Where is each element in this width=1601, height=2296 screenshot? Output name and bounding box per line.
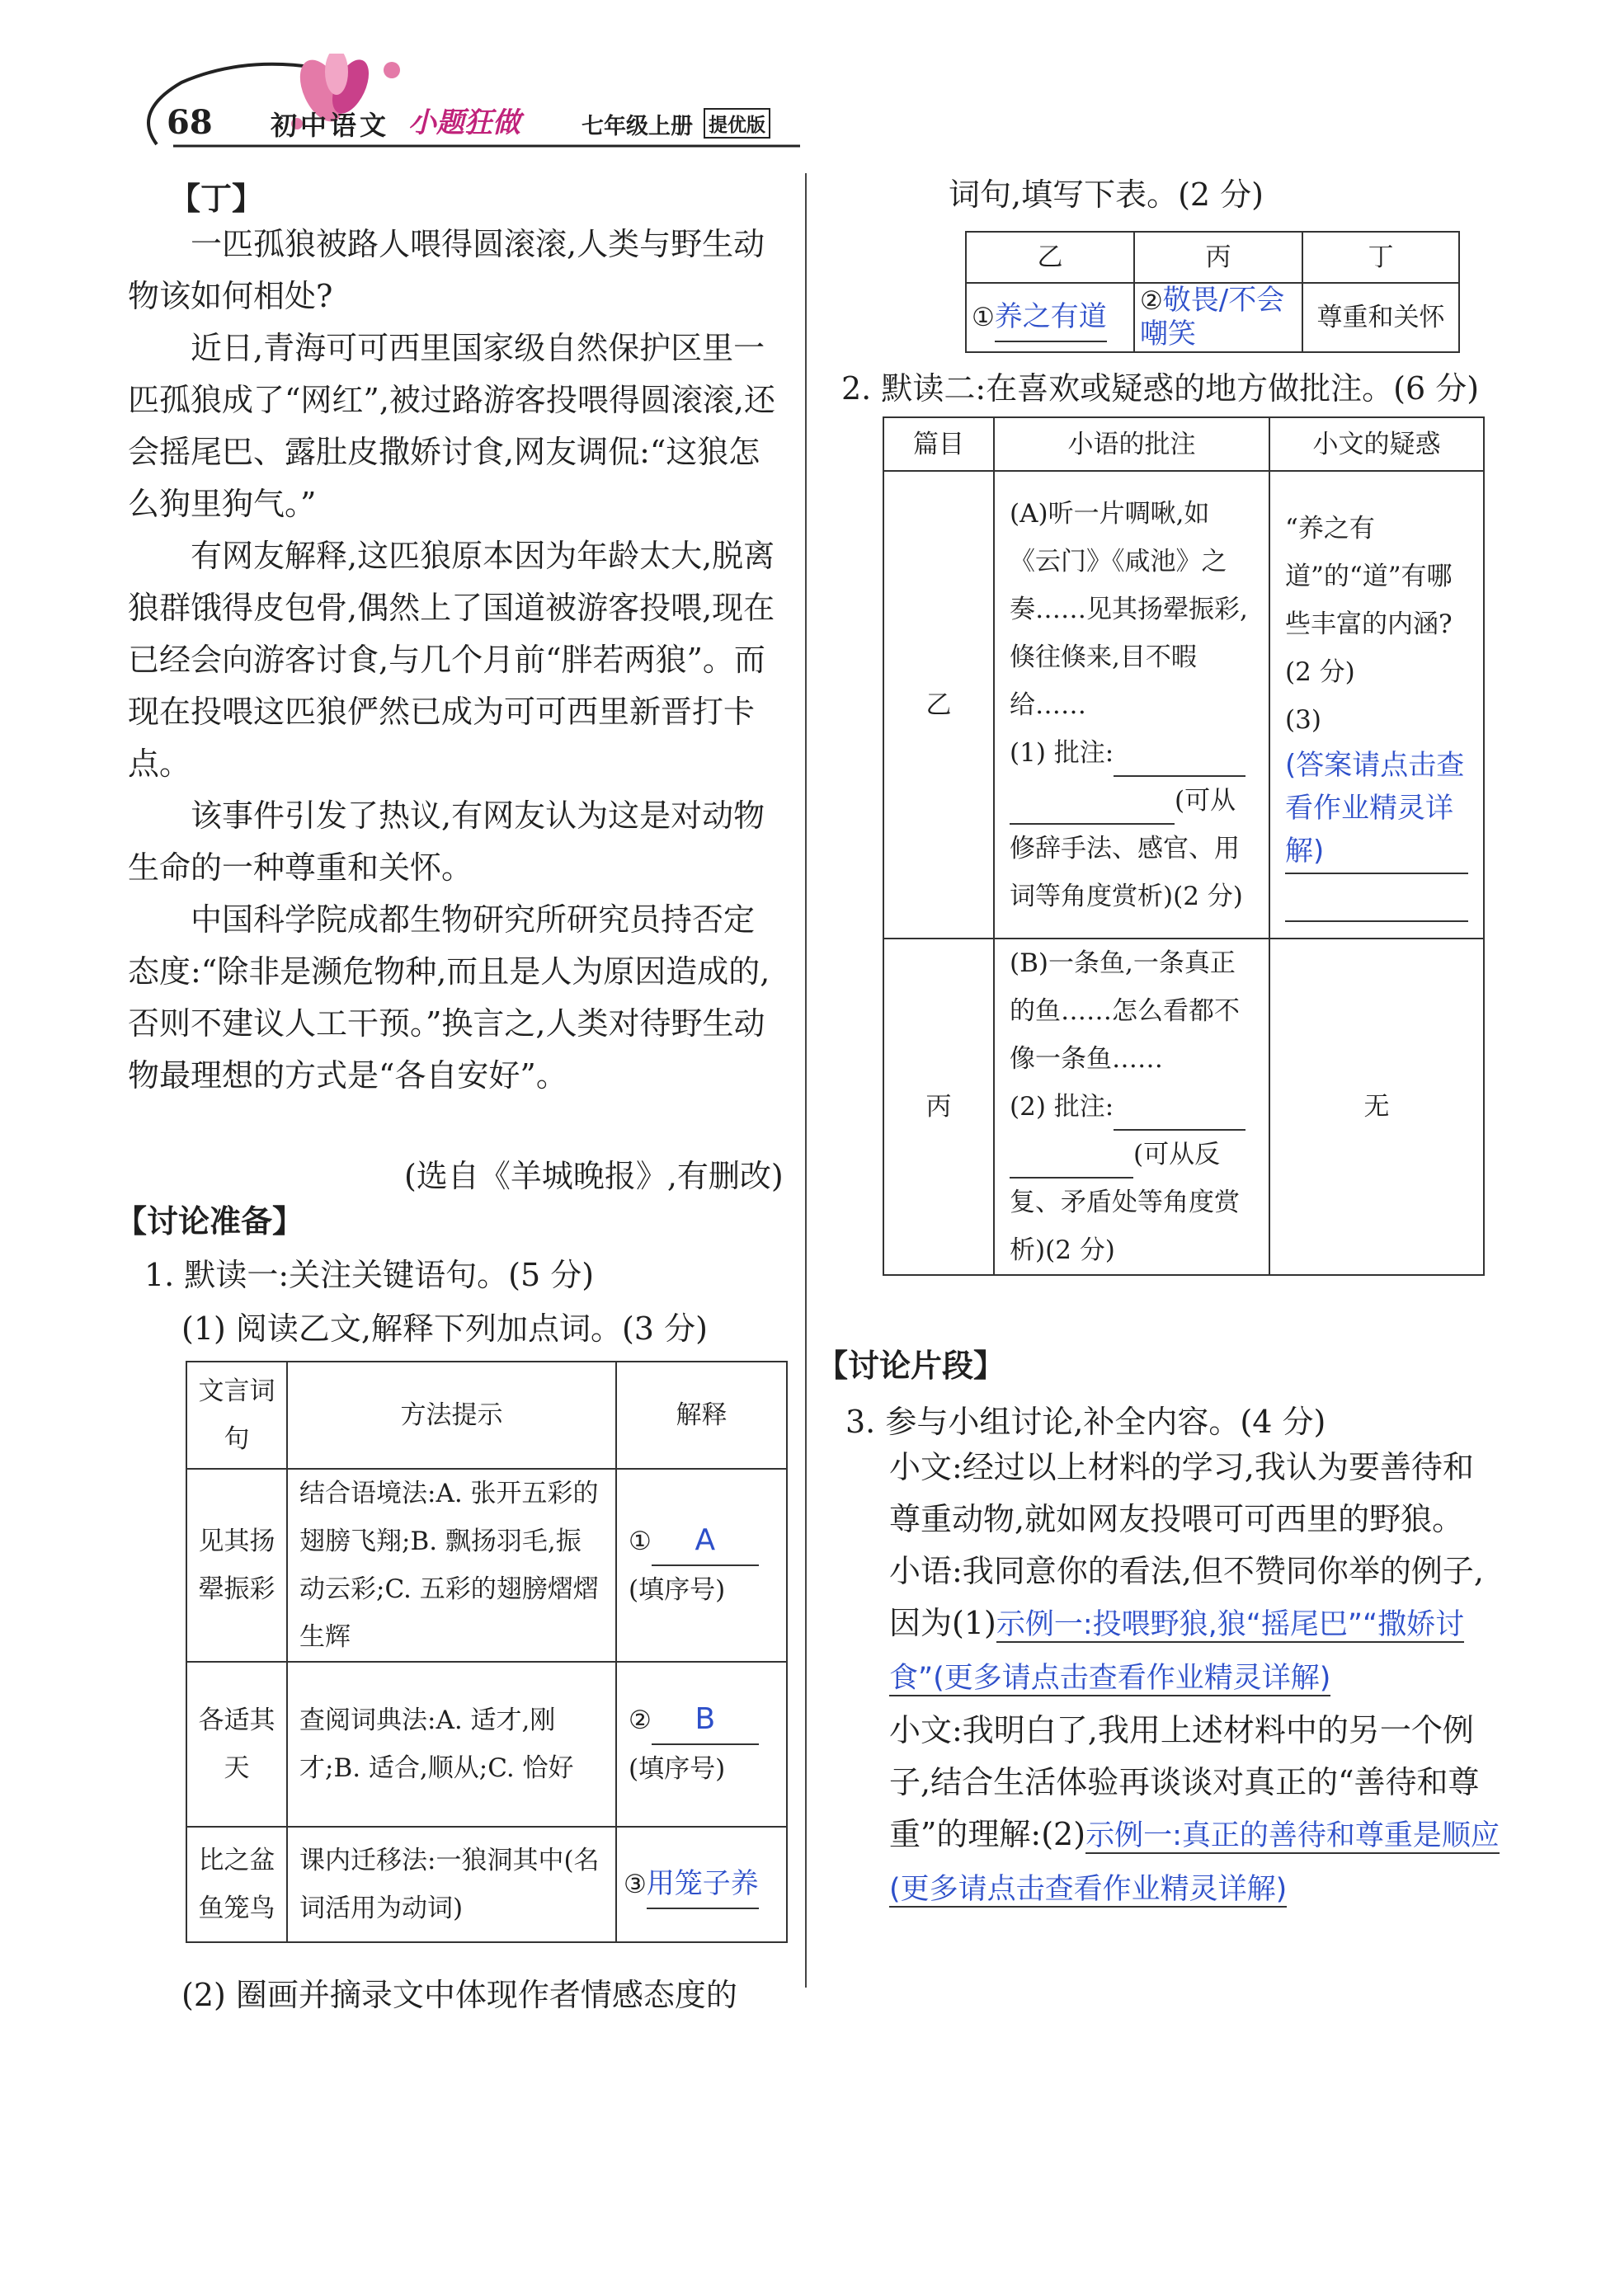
- section-label-ding: 【丁】: [169, 181, 264, 217]
- vocab-header-meaning: 解释: [616, 1362, 787, 1469]
- page-number: 68: [167, 103, 213, 142]
- question-1-sub2-cont: 词句,填写下表。(2 分): [949, 176, 1264, 213]
- dialog-line: 小语:我同意你的看法,但不赞同你举的例子,因为(1): [889, 1553, 1484, 1641]
- vocab-table: [186, 1361, 788, 1943]
- question-1-title: 1. 默读一:关注关键语句。(5 分): [144, 1257, 595, 1293]
- answer-note: (填序号): [629, 1754, 726, 1784]
- vocab-hint: 结合语境法:A. 张开五彩的翅膀飞翔;B. 飘扬羽毛,振动云彩;C. 五彩的翅膀熠熠生辉: [287, 1469, 616, 1662]
- doubt-answer-line[interactable]: [1285, 874, 1468, 922]
- annotation-label: (1) 批注:: [1010, 737, 1114, 768]
- answer-field[interactable]: 敬畏/不会嘲笑: [1140, 284, 1285, 351]
- vocab-hint: 课内迁移法:一狼洞其中(名词活用为动词): [287, 1827, 616, 1942]
- question-3-title: 3. 参与小组讨论,补全内容。(4 分): [845, 1404, 1326, 1440]
- book-title: 初中语文: [271, 110, 390, 141]
- annotation-header: 小文的疑惑: [1269, 417, 1484, 471]
- answer-number: ①: [972, 303, 995, 332]
- annotation-title: 丙: [883, 939, 994, 1275]
- table-row: [883, 471, 1484, 939]
- attitude-header: 丙: [1134, 232, 1302, 283]
- edition-badge: 提优版: [704, 108, 770, 139]
- answer-field[interactable]: A: [652, 1517, 759, 1566]
- table-row: [186, 1662, 787, 1827]
- article-paragraph: 该事件引发了热议,有网友认为这是对动物生命的一种尊重和关怀。: [128, 797, 765, 886]
- doubt-text: “养之有道”的“道”有哪些丰富的内涵?(2 分): [1285, 514, 1453, 687]
- table-row: [883, 939, 1484, 1275]
- dialog-line: 小文:经过以上材料的学习,我认为要善待和尊重动物,就如网友投喂可可西里的野狼。: [889, 1449, 1474, 1537]
- annotation-header: 篇目: [883, 417, 994, 471]
- question-2-title: 2. 默读二:在喜欢或疑惑的地方做批注。(6 分): [841, 370, 1480, 407]
- annotation-field[interactable]: [1010, 793, 1175, 825]
- discussion-prep-heading: 【讨论准备】: [115, 1203, 304, 1240]
- answer-number: ③: [624, 1870, 647, 1899]
- question-1-sub1: (1) 阅读乙文,解释下列加点词。(3 分): [181, 1310, 708, 1347]
- annotation-title: 乙: [883, 471, 994, 939]
- vocab-header-hint: 方法提示: [287, 1362, 616, 1469]
- doubt-answer-field[interactable]: (答案请点击查看作业精灵详解): [1285, 744, 1468, 874]
- vocab-phrase: 各适其天: [186, 1662, 287, 1827]
- dialog-line: 小文:我明白了,我用上述材料中的另一个例子,结合生活体验再谈谈对真正的“善待和尊重”的理解:(2): [889, 1712, 1480, 1852]
- dialog-section: [889, 1442, 1500, 1916]
- attitude-header: 乙: [966, 232, 1134, 283]
- annotation-header: 小语的批注: [994, 417, 1269, 471]
- answer-number: ②: [629, 1706, 652, 1735]
- vocab-phrase: 比之盆鱼笼鸟: [186, 1827, 287, 1942]
- series-name: 小题狂做: [408, 106, 520, 139]
- attitude-text: 尊重和关怀: [1302, 283, 1459, 352]
- article-paragraph: 一匹孤狼被路人喂得圆滚滚,人类与野生动物该如何相处?: [128, 226, 765, 314]
- article-paragraph: 中国科学院成都生物研究所研究员持否定态度:“除非是濒危物种,而且是人为原因造成的,否则不建议人工干预。”换言之,人类对待野生动物最理想的方式是“各自安好”。: [128, 901, 770, 1094]
- vocab-header-phrase: 文言词句: [186, 1362, 287, 1469]
- grade-label: 七年级上册: [582, 114, 693, 139]
- table-row: [186, 1469, 787, 1662]
- article-source: (选自《羊城晚报》,有删改): [404, 1158, 784, 1194]
- vocab-hint: 查阅词典法:A. 适才,刚才;B. 适合,顺从;C. 恰好: [287, 1662, 616, 1827]
- article-paragraph: 有网友解释,这匹狼原本因为年龄太大,脱离狼群饿得皮包骨,偶然上了国道被游客投喂,现在已经会向游客讨食,与几个月前“胖若两狼”。而现在投喂这匹狼俨然已成为可可西里新晋打卡点。: [128, 538, 775, 782]
- annotation-table: [883, 416, 1485, 1276]
- annotation-field[interactable]: [1114, 746, 1245, 777]
- answer-number: ①: [629, 1527, 652, 1556]
- annotation-quote: (A)听一片啁啾,如《云门》《咸池》之奏……见其扬翚振彩,倏往倏来,目不暇给……: [1010, 498, 1248, 720]
- doubt-number: (3): [1285, 705, 1321, 735]
- attitude-header: 丁: [1302, 232, 1459, 283]
- answer-field[interactable]: 示例一:投喂野狼,狼“摇尾巴”“撒娇讨食”(更多请点击查看作业精灵详解): [889, 1608, 1465, 1695]
- question-1-sub2: (2) 圈画并摘录文中体现作者情感态度的: [181, 1977, 737, 2013]
- table-row: [186, 1827, 787, 1942]
- article-paragraph: 近日,青海可可西里国家级自然保护区里一匹孤狼成了“网红”,被过路游客投喂得圆滚滚,还会摇尾巴、露肚皮撒娇讨食,网友调侃:“这狼怎么狗里狗气。”: [128, 330, 776, 522]
- answer-note: (填序号): [629, 1575, 726, 1605]
- annotation-hint: (可从修辞手法、感官、用词等角度赏析)(2 分): [1010, 785, 1243, 911]
- annotation-field[interactable]: [1010, 1147, 1133, 1179]
- answer-field[interactable]: 养之有道: [995, 293, 1107, 342]
- discussion-segment-heading: 【讨论片段】: [817, 1348, 1005, 1384]
- annotation-field[interactable]: [1114, 1099, 1245, 1131]
- answer-field[interactable]: B: [652, 1696, 759, 1745]
- attitude-table: [965, 231, 1460, 353]
- article-body: [128, 219, 784, 1102]
- vocab-phrase: 见其扬翚振彩: [186, 1469, 287, 1662]
- page-header: [124, 78, 808, 144]
- annotation-label: (2) 批注:: [1010, 1092, 1114, 1122]
- annotation-hint: (可从反复、矛盾处等角度赏析)(2 分): [1010, 1140, 1240, 1265]
- column-divider: [805, 173, 807, 1988]
- annotation-quote: (B)一条鱼,一条真正的鱼……怎么看都不像一条鱼……: [1010, 948, 1240, 1074]
- answer-number: ②: [1140, 286, 1163, 316]
- doubt-text: 无: [1269, 939, 1484, 1275]
- answer-field[interactable]: 用笼子养: [647, 1860, 759, 1909]
- answer-field[interactable]: 示例一:真正的善待和尊重是顺应(更多请点击查看作业精灵详解): [889, 1819, 1500, 1906]
